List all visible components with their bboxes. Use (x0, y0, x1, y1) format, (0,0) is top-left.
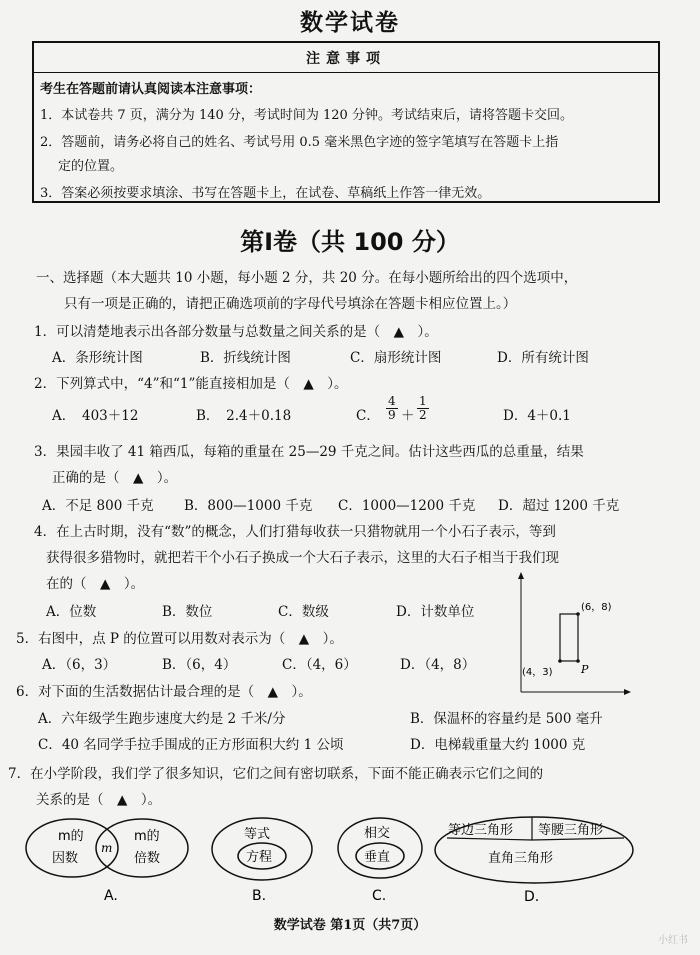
notice-intro: 考生在答题前请认真阅读本注意事项： (40, 82, 262, 97)
q3-stem: 3．果园丰收了 41 箱西瓜，每箱的重量在 25—29 千克之间。估计这些西瓜的总重量，结果 (34, 444, 584, 460)
point-top-right (576, 612, 580, 616)
fig-d-label: D. (524, 889, 540, 905)
x-axis-arrow (624, 689, 631, 695)
q2-plus-sign: ＋ (401, 408, 415, 424)
fig-a-left-top: m的 (58, 829, 84, 844)
notice-item-1: 1．本试卷共 7 页，满分为 140 分，考试时间为 120 分钟。考试结束后，请将答题卡交回。 (40, 108, 573, 123)
fig-b-outer: 等式 (244, 827, 271, 842)
q6-stem: 6．对下面的生活数据估计最合理的是（ ▲ ）。 (16, 684, 312, 700)
q3-option-d: D．超过 1200 千克 (498, 498, 620, 514)
fig-d-left: 等边三角形 (448, 823, 514, 838)
q7-figures (0, 808, 700, 908)
point-bottom-left (558, 659, 562, 663)
fig-b-label: B. (252, 888, 267, 904)
q5-stem: 5．右图中，点 P 的位置可以用数对表示为（ ▲ ）。 (16, 631, 343, 647)
page-footer: 数学试卷 第1页（共7页） (273, 918, 427, 933)
fig-d-bottom: 直角三角形 (488, 851, 554, 866)
fig-a-center: m (101, 841, 113, 855)
q7-figure-b (212, 818, 312, 904)
q2-stem: 2．下列算式中，“4”和“1”能直接相加是（ ▲ ）。 (34, 376, 348, 392)
fig-b-inner: 方程 (246, 850, 273, 865)
fig-c-inner: 垂直 (364, 850, 391, 865)
q2-fraction-2 (417, 395, 429, 422)
q7-stem: 7．在小学阶段，我们学了很多知识，它们之间有密切联系，下面不能正确表示它们之间的 (8, 766, 544, 782)
notice-box (32, 41, 660, 203)
q2-fraction-1-numerator: 4 (388, 394, 396, 408)
exam-title: 数学试卷 (300, 10, 400, 36)
label-bottom-left: (4，3) (522, 667, 553, 678)
notice-item-2: 2．答题前，请务必将自己的姓名、考试号用 0.5 毫米黑色字迹的签字笔填写在答题卡上指 (40, 135, 559, 150)
q2-option-d: D．4＋0.1 (503, 408, 571, 424)
q3-stem-cont: 正确的是（ ▲ ）。 (52, 470, 178, 486)
q2-fraction-1-denominator: 9 (388, 408, 396, 422)
section-title: 第Ⅰ卷（共 100 分） (240, 228, 460, 256)
watermark: 小红书 (658, 935, 688, 946)
q2-option-a: A． 403＋12 (52, 408, 139, 424)
q2-option-c-label: C． (356, 408, 380, 424)
fig-a-right-bottom: 倍数 (134, 851, 161, 866)
notice-divider (34, 72, 658, 73)
q1-option-a: A．条形统计图 (52, 350, 143, 366)
q6-option-a: A．六年级学生跑步速度大约是 2 千米/分 (38, 711, 286, 727)
fig-c-outer: 相交 (364, 826, 391, 841)
point-p (576, 659, 580, 663)
q5-coordinate-figure (505, 570, 635, 700)
q4-option-d: D．计数单位 (396, 604, 475, 620)
q4-stem-cont-2: 在的（ ▲ ）。 (46, 576, 145, 592)
notice-item-2-cont: 定的位置。 (58, 159, 124, 174)
part1-heading: 一、选择题（本大题共 10 小题，每小题 2 分，共 20 分。在每小题所给出的四个选项中， (36, 270, 578, 286)
q4-option-b: B．数位 (162, 604, 213, 620)
q5-option-c: C．（4，6） (282, 657, 357, 673)
q1-option-c: C．扇形统计图 (350, 350, 442, 366)
fig-c-label: C. (372, 888, 387, 904)
notice-title: 注意事项 (306, 51, 386, 67)
q5-option-a: A．（6，3） (42, 657, 117, 673)
divider-left (447, 838, 532, 840)
q7-figure-d (435, 817, 633, 905)
fig-a-left-bottom: 因数 (52, 851, 79, 866)
divider-right (532, 838, 624, 840)
q2-fraction-2-numerator: 1 (419, 394, 427, 408)
q4-stem: 4．在上古时期，没有“数”的概念，人们打猎每收获一只猎物就用一个小石子表示，等到 (34, 524, 556, 540)
y-axis-arrow (518, 572, 524, 579)
q6-option-c: C．40 名同学手拉手围成的正方形面积大约 1 公顷 (38, 737, 344, 753)
q6-option-d: D．电梯载重量大约 1000 克 (410, 737, 586, 753)
q6-option-b: B．保温杯的容量约是 500 毫升 (410, 711, 603, 727)
q1-option-d: D．所有统计图 (497, 350, 589, 366)
q7-stem-cont: 关系的是（ ▲ ）。 (36, 792, 162, 808)
q5-option-d: D．（4，8） (400, 657, 476, 673)
q3-option-c: C．1000—1200 千克 (338, 498, 476, 514)
fig-a-label: A. (104, 888, 118, 904)
q4-option-a: A．位数 (46, 604, 97, 620)
q7-figure-c (338, 818, 422, 904)
part1-heading-cont: 只有一项是正确的，请把正确选项前的字母代号填涂在答题卡相应位置上。） (64, 296, 517, 312)
notice-item-3: 3．答案必须按要求填涂、书写在答题卡上，在试卷、草稿纸上作答一律无效。 (40, 186, 491, 201)
fig-a-right-top: m的 (134, 829, 160, 844)
q4-stem-cont-1: 获得很多猎物时，就把若干个小石子换成一个大石子表示，这里的大石子相当于我们现 (46, 550, 559, 566)
label-top-right: (6，8) (581, 602, 612, 613)
q2-fraction-2-denominator: 2 (419, 408, 427, 422)
q2-fraction-1 (386, 395, 398, 422)
rectangle (560, 614, 578, 661)
fig-d-right: 等腰三角形 (538, 823, 604, 838)
q3-option-a: A．不足 800 千克 (42, 498, 154, 514)
q4-option-c: C．数级 (278, 604, 329, 620)
q7-figure-a (26, 819, 188, 904)
q1-option-b: B．折线统计图 (200, 350, 291, 366)
label-p: P (581, 663, 589, 676)
q2-option-b: B． 2.4＋0.18 (196, 408, 292, 424)
q3-option-b: B．800—1000 千克 (184, 498, 313, 514)
q5-option-b: B．（6，4） (162, 657, 237, 673)
q1-stem: 1．可以清楚地表示出各部分数量与总数量之间关系的是（ ▲ ）。 (34, 324, 438, 340)
